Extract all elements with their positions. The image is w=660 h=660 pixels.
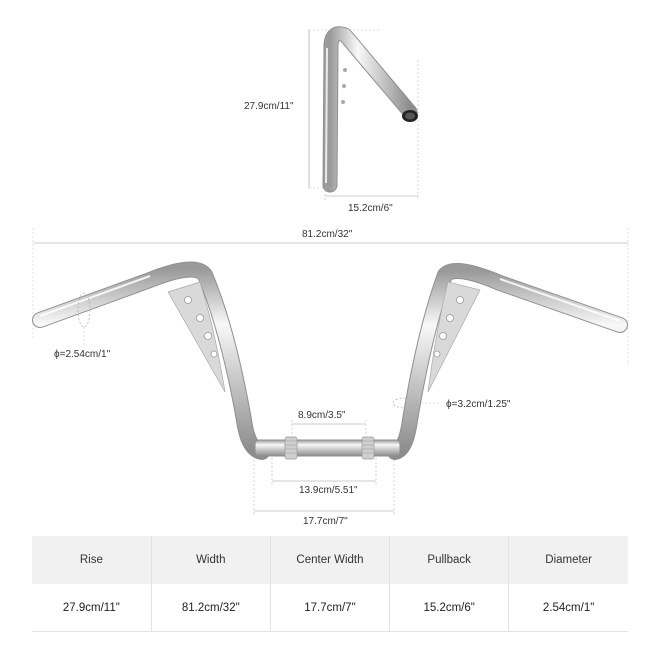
header-center-width: Center Width [270, 536, 389, 584]
value-diameter: 2.54cm/1" [509, 584, 628, 632]
center-width-label: 17.7cm/7" [303, 516, 348, 527]
front-view [33, 228, 628, 516]
overall-width-label: 81.2cm/32" [302, 229, 353, 240]
knurled-width-label: 8.9cm/3.5" [298, 410, 346, 421]
spec-header-row [32, 536, 628, 584]
spec-value-row [32, 584, 628, 632]
header-diameter: Diameter [509, 536, 628, 584]
side-view [309, 30, 418, 200]
header-pullback: Pullback [390, 536, 509, 584]
header-width: Width [151, 536, 270, 584]
grip-diameter-label: ϕ=2.54cm/1" [54, 349, 111, 360]
rise-label: 27.9cm/11" [244, 101, 294, 112]
value-rise: 27.9cm/11" [32, 584, 151, 632]
side-pullback-label: 15.2cm/6" [348, 203, 393, 214]
spec-table [32, 536, 628, 632]
value-center-width: 17.7cm/7" [270, 584, 389, 632]
center-diameter-label: ϕ=3.2cm/1.25" [446, 399, 511, 410]
inner-width-label: 13.9cm/5.51" [299, 485, 358, 496]
value-pullback: 15.2cm/6" [390, 584, 509, 632]
value-width: 81.2cm/32" [151, 584, 270, 632]
header-rise: Rise [32, 536, 151, 584]
